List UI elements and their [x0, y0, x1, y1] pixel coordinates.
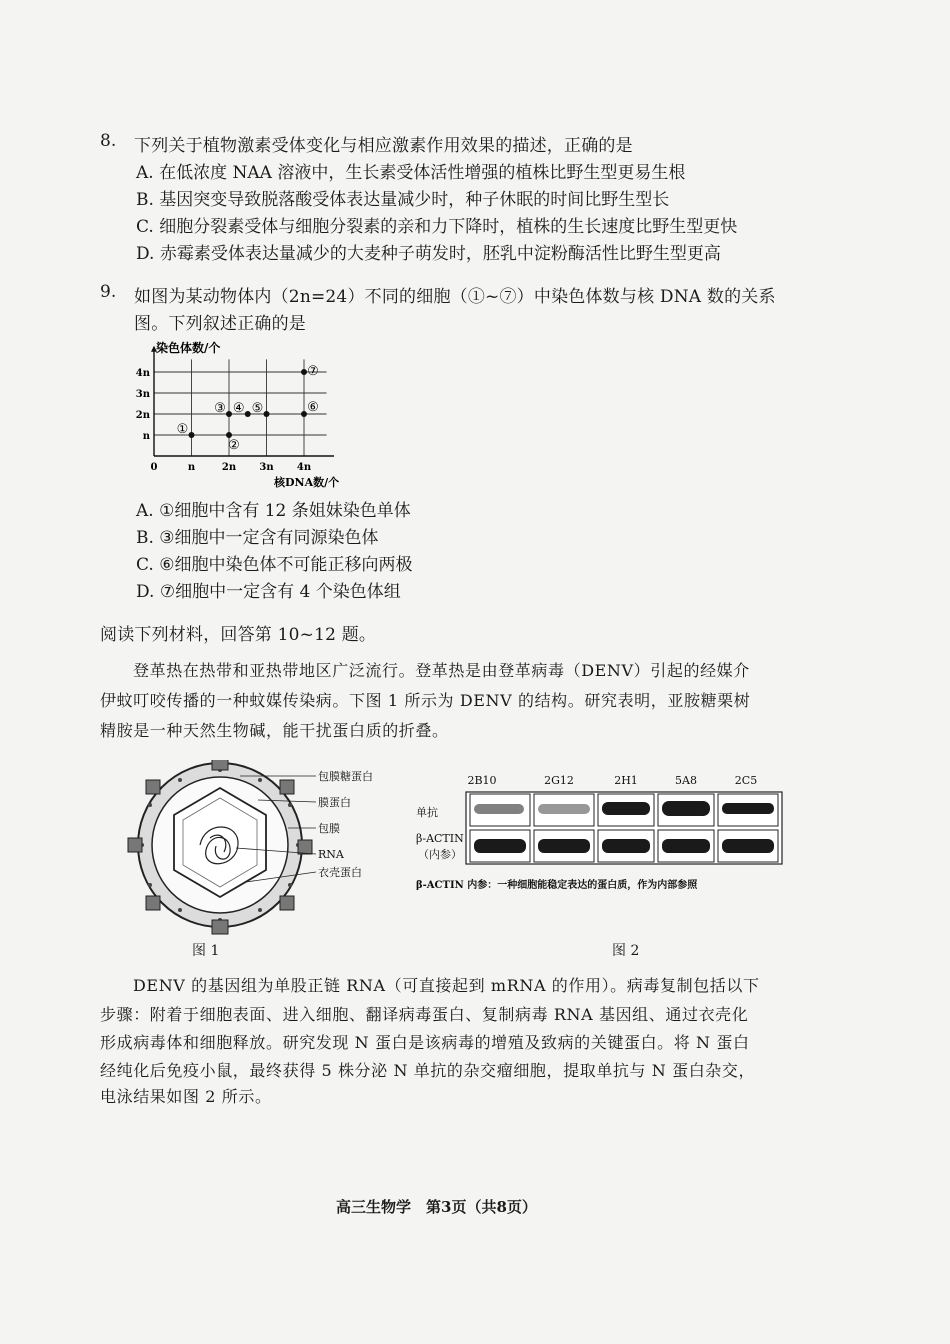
y-tick-label: 4n: [135, 368, 150, 379]
electrophoresis-figure: [410, 770, 790, 895]
para2-line3: 形成病毒体和细胞释放。研究发现 N 蛋白是该病毒的增殖及致病的关键蛋白。将 N 蛋白: [100, 1033, 750, 1052]
q9-option-d: D. ⑦细胞中一定含有 4 个染色体组: [136, 582, 401, 602]
q8-option-a: A. 在低浓度 NAA 溶液中，生长素受体活性增强的植株比野生型更易生根: [136, 163, 686, 183]
x-tick-label: 3n: [259, 462, 274, 473]
blot-row-antibody: 单抗: [416, 806, 438, 819]
data-point: [264, 411, 270, 417]
x-tick-label: 0: [150, 462, 158, 473]
q8-option-d: D. 赤霉素受体表达量减少的大麦种子萌发时，胚乳中淀粉酶活性比野生型更高: [136, 244, 721, 264]
label-membrane-protein: 膜蛋白: [318, 796, 351, 809]
reading-intro: 阅读下列材料，回答第 10~12 题。: [100, 625, 377, 645]
q9-option-c: C. ⑥细胞中染色体不可能正移向两极: [136, 555, 413, 575]
point-label: ⑤: [251, 401, 264, 416]
para2-line2: 步骤：附着于细胞表面、进入细胞、翻译病毒蛋白、复制病毒 RNA 基因组、通过衣壳化: [100, 1005, 749, 1024]
para2-line5: 电泳结果如图 2 所示。: [100, 1087, 272, 1106]
data-point: [301, 411, 307, 417]
point-label: ②: [228, 438, 240, 453]
x-axis-label: 核DNA数/个: [274, 476, 340, 489]
q9-number: 9.: [100, 282, 117, 302]
q9-option-b: B. ③细胞中一定含有同源染色体: [136, 528, 379, 548]
blot-col-5a8: 5A8: [675, 774, 697, 787]
blot-note: β-ACTIN 内参：一种细胞能稳定表达的蛋白质，作为内部参照: [416, 880, 698, 891]
blot-col-2b10: 2B10: [467, 774, 497, 787]
para1-line3: 精胺是一种天然生物碱，能干扰蛋白质的折叠。: [100, 721, 449, 740]
denv-structure-figure: [120, 760, 380, 935]
data-point: [301, 369, 307, 375]
blot-col-2g12: 2G12: [544, 774, 574, 787]
y-tick-label: 3n: [135, 389, 150, 400]
blot-col-2c5: 2C5: [734, 774, 758, 787]
label-envelope-glycoprotein: 包膜糖蛋白: [318, 770, 373, 783]
point-label: ①: [176, 422, 189, 437]
page-footer: 高三生物学 第3页（共8页）: [336, 1198, 537, 1216]
x-tick-label: 2n: [221, 462, 237, 473]
para1-line2: 伊蚊叮咬传播的一种蚊媒传染病。下图 1 所示为 DENV 的结构。研究表明，亚胺糖栗树: [100, 691, 751, 710]
blot-row-actin: β-ACTIN: [416, 832, 464, 845]
q9-option-a: A. ①细胞中含有 12 条姐妹染色单体: [136, 501, 411, 521]
para1-line1: 登革热在热带和亚热带地区广泛流行。登革热是由登革病毒（DENV）引起的经媒介: [133, 661, 750, 680]
label-rna: RNA: [318, 848, 344, 861]
q8-option-b: B. 基因突变导致脱落酸受体表达量减少时，种子休眠的时间比野生型长: [136, 190, 670, 210]
q8-option-c: C. 细胞分裂素受体与细胞分裂素的亲和力下降时，植株的生长速度比野生型更快: [136, 217, 738, 237]
point-label: ⑦: [307, 364, 319, 379]
data-point: [189, 432, 195, 438]
point-label: ③: [214, 401, 226, 416]
q8-number: 8.: [100, 131, 117, 151]
q8-stem: 下列关于植物激素受体变化与相应激素作用效果的描述，正确的是: [134, 136, 633, 156]
q9-stem-line2: 图。下列叙述正确的是: [134, 314, 306, 334]
para2-line4: 经纯化后免疫小鼠，最终获得 5 株分泌 N 单抗的杂交瘤细胞，提取单抗与 N 蛋白杂交，: [100, 1061, 756, 1080]
x-tick-label: 4n: [296, 462, 312, 473]
y-axis-label: 染色体数/个: [156, 341, 221, 355]
data-point: [245, 411, 251, 417]
x-tick-label: n: [187, 462, 196, 473]
figure2-caption: 图 2: [612, 943, 640, 959]
point-label: ④: [232, 401, 245, 416]
para2-line1: DENV 的基因组为单股正链 RNA（可直接起到 mRNA 的作用）。病毒复制包括以下: [133, 976, 760, 995]
data-point: [226, 411, 232, 417]
blot-row-internal-ref: （内参）: [418, 848, 462, 861]
label-capsid-protein: 衣壳蛋白: [318, 866, 362, 879]
y-tick-label: n: [142, 431, 150, 442]
point-label: ⑥: [307, 400, 319, 415]
y-tick-label: 2n: [135, 410, 150, 421]
figure1-caption: 图 1: [192, 943, 220, 959]
blot-col-2h1: 2H1: [614, 774, 638, 787]
label-envelope: 包膜: [318, 822, 340, 835]
chromosome-dna-chart: [130, 338, 370, 490]
q9-stem-line1: 如图为某动物体内（2n=24）不同的细胞（①~⑦）中染色体数与核 DNA 数的关系: [134, 287, 776, 307]
